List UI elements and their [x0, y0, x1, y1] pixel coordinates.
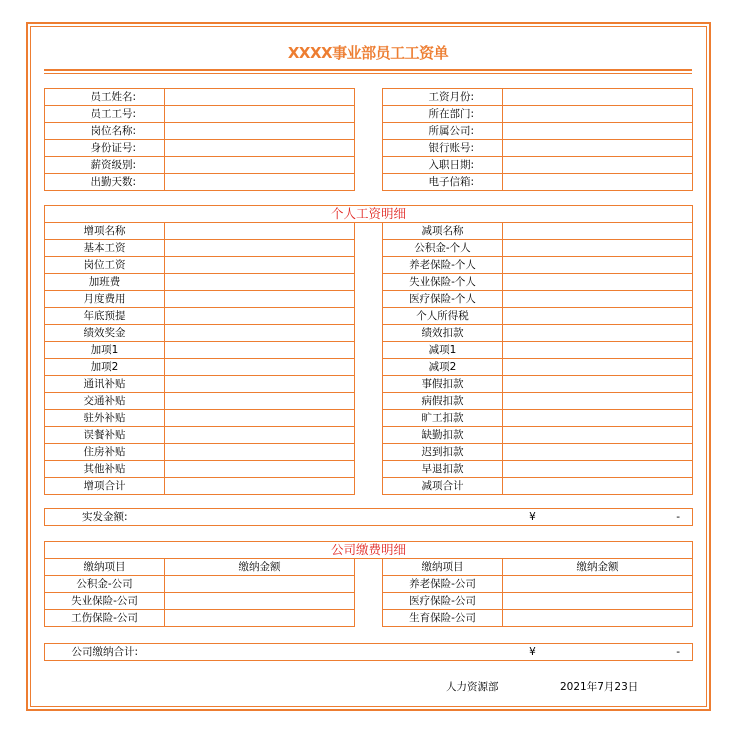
- deduct-item-value[interactable]: [503, 376, 693, 393]
- deduct-item-value[interactable]: [503, 308, 693, 325]
- deduct-item-label: 个人所得税: [383, 308, 503, 325]
- salary-row: [45, 393, 693, 410]
- deduct-item-label: 绩效扣款: [383, 325, 503, 342]
- info-value-right[interactable]: [503, 123, 693, 140]
- info-label-right: 工资月份:: [383, 89, 503, 106]
- deduct-item-label: 医疗保险-个人: [383, 291, 503, 308]
- add-item-label: 绩效奖金: [45, 325, 165, 342]
- info-row: [45, 174, 693, 191]
- add-item-value[interactable]: [165, 325, 355, 342]
- info-row: [45, 140, 693, 157]
- column-gap: [355, 240, 383, 257]
- page-title: XXXX事业部员工工资单: [287, 44, 449, 62]
- company-amount-right[interactable]: [503, 610, 693, 627]
- deduct-item-value[interactable]: [503, 240, 693, 257]
- info-value-left[interactable]: [165, 174, 355, 191]
- deduct-item-label: 迟到扣款: [383, 444, 503, 461]
- add-item-label: 增项合计: [45, 478, 165, 495]
- info-label-left: 员工姓名:: [45, 89, 165, 106]
- add-item-label: 加项2: [45, 359, 165, 376]
- info-value-right[interactable]: [503, 89, 693, 106]
- info-row: [45, 106, 693, 123]
- salary-row: [45, 308, 693, 325]
- net-pay-currency: ¥: [503, 509, 563, 526]
- add-item-value[interactable]: [165, 444, 355, 461]
- company-item-header-right: 缴纳项目: [383, 559, 503, 576]
- company-amount-left[interactable]: [165, 576, 355, 593]
- column-gap: [355, 444, 383, 461]
- add-item-value[interactable]: [165, 342, 355, 359]
- add-item-label: 基本工资: [45, 240, 165, 257]
- info-row: [45, 89, 693, 106]
- company-item-right: 医疗保险-公司: [383, 593, 503, 610]
- column-gap: [355, 140, 383, 157]
- add-item-label: 月度费用: [45, 291, 165, 308]
- deduct-item-label: 事假扣款: [383, 376, 503, 393]
- add-item-label: 其他补贴: [45, 461, 165, 478]
- salary-row: [45, 274, 693, 291]
- deduct-item-value[interactable]: [503, 461, 693, 478]
- column-gap: [355, 223, 383, 240]
- net-pay-label: 实发金额:: [45, 509, 165, 526]
- company-amount-header-right: 缴纳金额: [503, 559, 693, 576]
- company-item-header-left: 缴纳项目: [45, 559, 165, 576]
- add-item-label: 岗位工资: [45, 257, 165, 274]
- salary-row: [45, 410, 693, 427]
- salary-row: [45, 478, 693, 495]
- info-value-right[interactable]: [503, 140, 693, 157]
- add-item-value[interactable]: [165, 274, 355, 291]
- footer-date: 2021年7月23日: [560, 681, 639, 693]
- add-item-value[interactable]: [165, 257, 355, 274]
- info-row: [45, 157, 693, 174]
- salary-row: [45, 291, 693, 308]
- add-item-value[interactable]: [165, 427, 355, 444]
- salary-row: [45, 240, 693, 257]
- company-total-label: 公司缴纳合计:: [45, 644, 165, 661]
- deduct-item-value[interactable]: [503, 393, 693, 410]
- info-label-left: 身份证号:: [45, 140, 165, 157]
- company-contribution-table: [44, 541, 693, 627]
- add-item-label: 通讯补贴: [45, 376, 165, 393]
- deduct-item-value[interactable]: [503, 223, 693, 240]
- net-pay-row: [44, 508, 693, 526]
- company-row: [45, 610, 693, 627]
- column-gap: [355, 478, 383, 495]
- add-item-value[interactable]: [165, 461, 355, 478]
- add-item-value[interactable]: [165, 359, 355, 376]
- info-label-right: 所属公司:: [383, 123, 503, 140]
- deduct-item-label: 减项合计: [383, 478, 503, 495]
- deduct-item-label: 早退扣款: [383, 461, 503, 478]
- add-item-label: 驻外补贴: [45, 410, 165, 427]
- company-total-value: -: [563, 644, 693, 661]
- company-item-right: 养老保险-公司: [383, 576, 503, 593]
- company-item-left: 工伤保险-公司: [45, 610, 165, 627]
- deduct-item-value[interactable]: [503, 342, 693, 359]
- salary-row: [45, 359, 693, 376]
- company-item-left: 公积金-公司: [45, 576, 165, 593]
- company-section-title: 公司缴费明细: [45, 542, 693, 559]
- column-gap: [355, 376, 383, 393]
- deduct-item-label: 减项1: [383, 342, 503, 359]
- info-value-right[interactable]: [503, 174, 693, 191]
- column-gap: [355, 274, 383, 291]
- company-total-row: [44, 643, 693, 661]
- add-item-value[interactable]: [165, 223, 355, 240]
- deduct-item-label: 公积金-个人: [383, 240, 503, 257]
- salary-row: [45, 461, 693, 478]
- info-row: [45, 123, 693, 140]
- company-amount-right[interactable]: [503, 593, 693, 610]
- deduct-item-value[interactable]: [503, 359, 693, 376]
- salary-row: [45, 427, 693, 444]
- company-item-right: 生育保险-公司: [383, 610, 503, 627]
- info-label-left: 岗位名称:: [45, 123, 165, 140]
- column-gap: [355, 593, 383, 610]
- salary-row: [45, 325, 693, 342]
- add-item-value[interactable]: [165, 240, 355, 257]
- company-amount-left[interactable]: [165, 593, 355, 610]
- column-gap: [355, 427, 383, 444]
- info-label-left: 出勤天数:: [45, 174, 165, 191]
- info-value-left[interactable]: [165, 140, 355, 157]
- deduct-item-label: 病假扣款: [383, 393, 503, 410]
- deduct-item-label: 减项名称: [383, 223, 503, 240]
- column-gap: [355, 393, 383, 410]
- net-pay-value: -: [563, 509, 693, 526]
- add-item-label: 交通补贴: [45, 393, 165, 410]
- deduct-item-value[interactable]: [503, 444, 693, 461]
- company-row: [45, 576, 693, 593]
- info-label-left: 薪资级别:: [45, 157, 165, 174]
- add-item-label: 加班费: [45, 274, 165, 291]
- deduct-item-value[interactable]: [503, 257, 693, 274]
- personal-section-title: 个人工资明细: [45, 206, 693, 223]
- info-value-left[interactable]: [165, 123, 355, 140]
- column-gap: [355, 174, 383, 191]
- info-label-left: 员工工号:: [45, 106, 165, 123]
- add-item-value[interactable]: [165, 376, 355, 393]
- deduct-item-value[interactable]: [503, 478, 693, 495]
- deduct-item-value[interactable]: [503, 274, 693, 291]
- info-value-left[interactable]: [165, 106, 355, 123]
- info-value-right[interactable]: [503, 157, 693, 174]
- company-amount-right[interactable]: [503, 576, 693, 593]
- title-underline-thin: [44, 73, 692, 74]
- deduct-item-value[interactable]: [503, 427, 693, 444]
- deduct-item-value[interactable]: [503, 325, 693, 342]
- employee-info-table: [44, 88, 693, 191]
- column-gap: [355, 257, 383, 274]
- add-item-label: 加项1: [45, 342, 165, 359]
- info-label-right: 电子信箱:: [383, 174, 503, 191]
- column-gap: [355, 359, 383, 376]
- add-item-label: 住房补贴: [45, 444, 165, 461]
- add-item-value[interactable]: [165, 478, 355, 495]
- add-item-value[interactable]: [165, 291, 355, 308]
- personal-salary-table: [44, 205, 693, 495]
- info-label-right: 银行账号:: [383, 140, 503, 157]
- company-amount-header-left: 缴纳金额: [165, 559, 355, 576]
- column-gap: [355, 308, 383, 325]
- add-item-value[interactable]: [165, 393, 355, 410]
- salary-row: [45, 257, 693, 274]
- add-item-label: 年底预提: [45, 308, 165, 325]
- company-row: [45, 593, 693, 610]
- info-value-right[interactable]: [503, 106, 693, 123]
- footer-department: 人力资源部: [446, 681, 499, 693]
- add-item-label: 误餐补贴: [45, 427, 165, 444]
- add-item-label: 增项名称: [45, 223, 165, 240]
- deduct-item-label: 减项2: [383, 359, 503, 376]
- deduct-item-label: 旷工扣款: [383, 410, 503, 427]
- column-gap: [355, 342, 383, 359]
- salary-row: [45, 342, 693, 359]
- column-gap: [355, 291, 383, 308]
- column-gap: [355, 106, 383, 123]
- deduct-item-label: 失业保险-个人: [383, 274, 503, 291]
- add-item-value[interactable]: [165, 410, 355, 427]
- column-gap: [355, 123, 383, 140]
- deduct-item-value[interactable]: [503, 291, 693, 308]
- info-label-right: 入职日期:: [383, 157, 503, 174]
- company-total-currency: ¥: [503, 644, 563, 661]
- title-underline: [44, 69, 692, 71]
- salary-row: [45, 376, 693, 393]
- add-item-value[interactable]: [165, 308, 355, 325]
- deduct-item-value[interactable]: [503, 410, 693, 427]
- salary-row: [45, 223, 693, 240]
- column-gap: [355, 610, 383, 627]
- company-item-left: 失业保险-公司: [45, 593, 165, 610]
- column-gap: [355, 325, 383, 342]
- info-label-right: 所在部门:: [383, 106, 503, 123]
- column-gap: [355, 157, 383, 174]
- column-gap: [355, 576, 383, 593]
- info-value-left[interactable]: [165, 89, 355, 106]
- company-amount-left[interactable]: [165, 610, 355, 627]
- column-gap: [355, 89, 383, 106]
- salary-row: [45, 444, 693, 461]
- info-value-left[interactable]: [165, 157, 355, 174]
- deduct-item-label: 缺勤扣款: [383, 427, 503, 444]
- column-gap: [355, 461, 383, 478]
- column-gap: [355, 410, 383, 427]
- deduct-item-label: 养老保险-个人: [383, 257, 503, 274]
